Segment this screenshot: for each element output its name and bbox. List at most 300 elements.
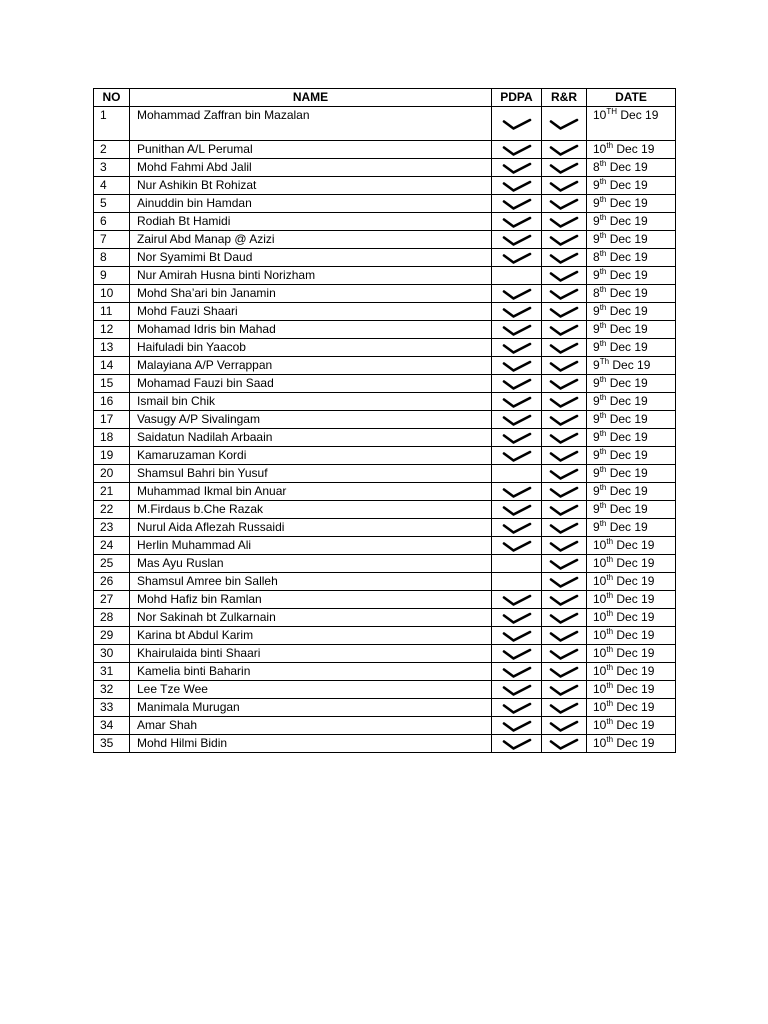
cell-pdpa bbox=[492, 195, 542, 213]
date-day: 9 bbox=[593, 214, 600, 228]
cell-pdpa bbox=[492, 699, 542, 717]
cell-pdpa bbox=[492, 573, 542, 591]
cell-pdpa bbox=[492, 429, 542, 447]
cell-name: Mohd Hafiz bin Ramlan bbox=[130, 591, 492, 609]
cell-date bbox=[587, 447, 676, 465]
table-row bbox=[94, 663, 676, 681]
cell-no: 7 bbox=[94, 231, 130, 249]
cell-pdpa bbox=[492, 177, 542, 195]
cell-name: Kamelia binti Baharin bbox=[130, 663, 492, 681]
cell-date bbox=[587, 429, 676, 447]
cell-pdpa bbox=[492, 483, 542, 501]
date-suffix: th bbox=[599, 177, 607, 186]
date-month-year: Dec 19 bbox=[609, 340, 648, 354]
date-day: 9 bbox=[593, 448, 600, 462]
date-day: 10 bbox=[593, 108, 607, 122]
cell-name: Nor Sakinah bt Zulkarnain bbox=[130, 609, 492, 627]
cell-no: 18 bbox=[94, 429, 130, 447]
table-row bbox=[94, 537, 676, 555]
date-suffix: th bbox=[599, 231, 607, 240]
cell-pdpa bbox=[492, 627, 542, 645]
date-suffix: th bbox=[599, 267, 607, 276]
table-row bbox=[94, 573, 676, 591]
cell-rr bbox=[542, 411, 587, 429]
check-mark-icon bbox=[542, 738, 586, 750]
cell-name: Zairul Abd Manap @ Azizi bbox=[130, 231, 492, 249]
cell-no: 14 bbox=[94, 357, 130, 375]
cell-rr bbox=[542, 537, 587, 555]
table-row bbox=[94, 591, 676, 609]
check-mark-icon bbox=[542, 648, 586, 660]
cell-rr bbox=[542, 195, 587, 213]
cell-no: 3 bbox=[94, 159, 130, 177]
cell-rr bbox=[542, 681, 587, 699]
cell-rr bbox=[542, 591, 587, 609]
table-row bbox=[94, 519, 676, 537]
header-date: DATE bbox=[587, 89, 676, 107]
header-name: NAME bbox=[130, 89, 492, 107]
cell-date bbox=[587, 321, 676, 339]
check-mark-icon bbox=[492, 522, 541, 534]
date-suffix: th bbox=[599, 213, 607, 222]
date-suffix: th bbox=[606, 141, 614, 150]
date-month-year: Dec 19 bbox=[616, 628, 655, 642]
cell-date bbox=[587, 177, 676, 195]
date-day: 10 bbox=[593, 592, 607, 606]
date-month-year: Dec 19 bbox=[616, 718, 655, 732]
check-mark-icon bbox=[492, 162, 541, 174]
cell-date bbox=[587, 393, 676, 411]
cell-date bbox=[587, 249, 676, 267]
table-row bbox=[94, 483, 676, 501]
cell-no: 22 bbox=[94, 501, 130, 519]
check-mark-icon bbox=[542, 594, 586, 606]
date-month-year: Dec 19 bbox=[609, 412, 648, 426]
cell-rr bbox=[542, 501, 587, 519]
check-mark-icon bbox=[542, 342, 586, 354]
cell-name: Mohd Fauzi Shaari bbox=[130, 303, 492, 321]
date-suffix: th bbox=[599, 195, 607, 204]
cell-pdpa bbox=[492, 681, 542, 699]
date-suffix: th bbox=[599, 411, 607, 420]
table-row bbox=[94, 267, 676, 285]
date-day: 8 bbox=[593, 250, 600, 264]
cell-no: 34 bbox=[94, 717, 130, 735]
cell-name: Mohd Hilmi Bidin bbox=[130, 735, 492, 753]
cell-name: Muhammad Ikmal bin Anuar bbox=[130, 483, 492, 501]
date-day: 9 bbox=[593, 358, 600, 372]
cell-date bbox=[587, 735, 676, 753]
date-day: 10 bbox=[593, 700, 607, 714]
date-suffix: th bbox=[606, 591, 614, 600]
date-day: 10 bbox=[593, 538, 607, 552]
check-mark-icon bbox=[542, 252, 586, 264]
check-mark-icon bbox=[492, 234, 541, 246]
check-mark-icon bbox=[492, 306, 541, 318]
cell-no: 28 bbox=[94, 609, 130, 627]
cell-name: Nurul Aida Aflezah Russaidi bbox=[130, 519, 492, 537]
date-suffix: th bbox=[606, 609, 614, 618]
cell-no: 16 bbox=[94, 393, 130, 411]
cell-name: Amar Shah bbox=[130, 717, 492, 735]
check-mark-icon bbox=[492, 432, 541, 444]
date-day: 9 bbox=[593, 484, 600, 498]
check-mark-icon bbox=[492, 648, 541, 660]
cell-date bbox=[587, 465, 676, 483]
date-month-year: Dec 19 bbox=[609, 394, 648, 408]
cell-rr bbox=[542, 555, 587, 573]
date-suffix: th bbox=[606, 663, 614, 672]
cell-date bbox=[587, 411, 676, 429]
cell-date bbox=[587, 501, 676, 519]
cell-name: Rodiah Bt Hamidi bbox=[130, 213, 492, 231]
date-suffix: th bbox=[599, 465, 607, 474]
check-mark-icon bbox=[542, 414, 586, 426]
cell-no: 17 bbox=[94, 411, 130, 429]
cell-pdpa bbox=[492, 555, 542, 573]
cell-pdpa bbox=[492, 591, 542, 609]
cell-no: 15 bbox=[94, 375, 130, 393]
date-day: 10 bbox=[593, 682, 607, 696]
cell-name: Mohammad Zaffran bin Mazalan bbox=[130, 107, 492, 141]
date-suffix: th bbox=[599, 393, 607, 402]
cell-rr bbox=[542, 231, 587, 249]
cell-pdpa bbox=[492, 393, 542, 411]
cell-date bbox=[587, 519, 676, 537]
cell-no: 1 bbox=[94, 107, 130, 141]
header-row bbox=[94, 89, 676, 107]
date-month-year: Dec 19 bbox=[609, 232, 648, 246]
cell-pdpa bbox=[492, 735, 542, 753]
date-day: 9 bbox=[593, 376, 600, 390]
date-month-year: Dec 19 bbox=[609, 304, 648, 318]
check-mark-icon bbox=[492, 450, 541, 462]
cell-rr bbox=[542, 429, 587, 447]
date-suffix: th bbox=[606, 681, 614, 690]
check-mark-icon bbox=[492, 324, 541, 336]
cell-pdpa bbox=[492, 519, 542, 537]
cell-name: Khairulaida binti Shaari bbox=[130, 645, 492, 663]
date-suffix: Th bbox=[599, 357, 610, 366]
check-mark-icon bbox=[542, 720, 586, 732]
cell-no: 21 bbox=[94, 483, 130, 501]
cell-rr bbox=[542, 465, 587, 483]
check-mark-icon bbox=[492, 198, 541, 210]
date-day: 9 bbox=[593, 232, 600, 246]
cell-rr bbox=[542, 663, 587, 681]
cell-date bbox=[587, 339, 676, 357]
cell-pdpa bbox=[492, 609, 542, 627]
check-mark-icon bbox=[542, 504, 586, 516]
cell-date bbox=[587, 195, 676, 213]
cell-name: Mohd Fahmi Abd Jalil bbox=[130, 159, 492, 177]
attendance-table bbox=[93, 88, 676, 753]
cell-date bbox=[587, 357, 676, 375]
check-mark-icon bbox=[542, 576, 586, 588]
cell-no: 19 bbox=[94, 447, 130, 465]
cell-date bbox=[587, 699, 676, 717]
cell-rr bbox=[542, 339, 587, 357]
cell-pdpa bbox=[492, 249, 542, 267]
cell-rr bbox=[542, 735, 587, 753]
date-day: 10 bbox=[593, 736, 607, 750]
cell-rr bbox=[542, 267, 587, 285]
cell-pdpa bbox=[492, 213, 542, 231]
date-suffix: th bbox=[599, 375, 607, 384]
cell-date bbox=[587, 609, 676, 627]
cell-rr bbox=[542, 159, 587, 177]
check-mark-icon bbox=[542, 324, 586, 336]
cell-date bbox=[587, 555, 676, 573]
cell-name: Kamaruzaman Kordi bbox=[130, 447, 492, 465]
cell-name: Manimala Murugan bbox=[130, 699, 492, 717]
cell-pdpa bbox=[492, 141, 542, 159]
cell-rr bbox=[542, 375, 587, 393]
check-mark-icon bbox=[542, 486, 586, 498]
cell-pdpa bbox=[492, 375, 542, 393]
date-month-year: Dec 19 bbox=[609, 520, 648, 534]
cell-no: 30 bbox=[94, 645, 130, 663]
cell-pdpa bbox=[492, 267, 542, 285]
date-month-year: Dec 19 bbox=[616, 682, 655, 696]
cell-rr bbox=[542, 609, 587, 627]
cell-pdpa bbox=[492, 465, 542, 483]
date-day: 8 bbox=[593, 286, 600, 300]
cell-no: 12 bbox=[94, 321, 130, 339]
cell-no: 31 bbox=[94, 663, 130, 681]
date-suffix: th bbox=[606, 573, 614, 582]
cell-name: Karina bt Abdul Karim bbox=[130, 627, 492, 645]
cell-name: Ainuddin bin Hamdan bbox=[130, 195, 492, 213]
cell-pdpa bbox=[492, 357, 542, 375]
cell-name: Shamsul Bahri bin Yusuf bbox=[130, 465, 492, 483]
table-row bbox=[94, 681, 676, 699]
cell-rr bbox=[542, 483, 587, 501]
date-suffix: th bbox=[606, 645, 614, 654]
date-day: 10 bbox=[593, 142, 607, 156]
cell-no: 27 bbox=[94, 591, 130, 609]
date-day: 9 bbox=[593, 178, 600, 192]
date-suffix: th bbox=[606, 717, 614, 726]
check-mark-icon bbox=[542, 144, 586, 156]
check-mark-icon bbox=[492, 666, 541, 678]
date-suffix: th bbox=[599, 501, 607, 510]
cell-date bbox=[587, 573, 676, 591]
date-suffix: th bbox=[606, 735, 614, 744]
table-row bbox=[94, 627, 676, 645]
date-month-year: Dec 19 bbox=[609, 196, 648, 210]
cell-rr bbox=[542, 627, 587, 645]
table-row bbox=[94, 375, 676, 393]
table-row bbox=[94, 501, 676, 519]
date-suffix: TH bbox=[606, 107, 618, 116]
check-mark-icon bbox=[492, 738, 541, 750]
check-mark-icon bbox=[492, 216, 541, 228]
cell-pdpa bbox=[492, 411, 542, 429]
check-mark-icon bbox=[542, 468, 586, 480]
date-day: 10 bbox=[593, 610, 607, 624]
check-mark-icon bbox=[492, 118, 541, 130]
cell-no: 20 bbox=[94, 465, 130, 483]
check-mark-icon bbox=[492, 180, 541, 192]
check-mark-icon bbox=[542, 118, 586, 130]
date-month-year: Dec 19 bbox=[609, 160, 648, 174]
cell-rr bbox=[542, 177, 587, 195]
check-mark-icon bbox=[542, 684, 586, 696]
table-row bbox=[94, 231, 676, 249]
cell-rr bbox=[542, 717, 587, 735]
date-month-year: Dec 19 bbox=[616, 700, 655, 714]
cell-rr bbox=[542, 519, 587, 537]
cell-pdpa bbox=[492, 645, 542, 663]
cell-no: 24 bbox=[94, 537, 130, 555]
date-day: 10 bbox=[593, 664, 607, 678]
date-month-year: Dec 19 bbox=[609, 430, 648, 444]
date-day: 9 bbox=[593, 268, 600, 282]
date-month-year: Dec 19 bbox=[609, 178, 648, 192]
cell-no: 9 bbox=[94, 267, 130, 285]
table-row bbox=[94, 177, 676, 195]
cell-pdpa bbox=[492, 717, 542, 735]
check-mark-icon bbox=[492, 594, 541, 606]
check-mark-icon bbox=[492, 486, 541, 498]
check-mark-icon bbox=[492, 630, 541, 642]
check-mark-icon bbox=[542, 270, 586, 282]
check-mark-icon bbox=[492, 720, 541, 732]
date-day: 10 bbox=[593, 628, 607, 642]
header-rr: R&R bbox=[542, 89, 587, 107]
cell-name: Punithan A/L Perumal bbox=[130, 141, 492, 159]
cell-date bbox=[587, 591, 676, 609]
check-mark-icon bbox=[492, 288, 541, 300]
cell-name: Mohamad Idris bin Mahad bbox=[130, 321, 492, 339]
cell-name: Nur Amirah Husna binti Norizham bbox=[130, 267, 492, 285]
check-mark-icon bbox=[542, 216, 586, 228]
cell-date bbox=[587, 645, 676, 663]
cell-date bbox=[587, 141, 676, 159]
check-mark-icon bbox=[542, 630, 586, 642]
date-suffix: th bbox=[606, 537, 614, 546]
date-day: 9 bbox=[593, 466, 600, 480]
check-mark-icon bbox=[492, 414, 541, 426]
date-month-year: Dec 19 bbox=[609, 376, 648, 390]
table-row bbox=[94, 699, 676, 717]
date-day: 10 bbox=[593, 556, 607, 570]
check-mark-icon bbox=[542, 378, 586, 390]
cell-name: Nur Ashikin Bt Rohizat bbox=[130, 177, 492, 195]
cell-pdpa bbox=[492, 447, 542, 465]
cell-pdpa bbox=[492, 663, 542, 681]
cell-no: 26 bbox=[94, 573, 130, 591]
date-suffix: th bbox=[599, 249, 607, 258]
cell-pdpa bbox=[492, 339, 542, 357]
date-suffix: th bbox=[599, 519, 607, 528]
table-row bbox=[94, 645, 676, 663]
cell-name: Saidatun Nadilah Arbaain bbox=[130, 429, 492, 447]
date-month-year: Dec 19 bbox=[609, 466, 648, 480]
cell-date bbox=[587, 213, 676, 231]
cell-date bbox=[587, 159, 676, 177]
cell-no: 8 bbox=[94, 249, 130, 267]
check-mark-icon bbox=[542, 198, 586, 210]
date-month-year: Dec 19 bbox=[616, 142, 655, 156]
cell-rr bbox=[542, 285, 587, 303]
date-suffix: th bbox=[599, 447, 607, 456]
cell-no: 6 bbox=[94, 213, 130, 231]
date-day: 9 bbox=[593, 502, 600, 516]
date-month-year: Dec 19 bbox=[616, 664, 655, 678]
cell-name: Mohamad Fauzi bin Saad bbox=[130, 375, 492, 393]
date-month-year: Dec 19 bbox=[620, 108, 659, 122]
date-suffix: th bbox=[599, 339, 607, 348]
cell-rr bbox=[542, 645, 587, 663]
check-mark-icon bbox=[492, 360, 541, 372]
cell-name: Haifuladi bin Yaacob bbox=[130, 339, 492, 357]
date-month-year: Dec 19 bbox=[609, 268, 648, 282]
attendance-sheet bbox=[93, 88, 675, 753]
table-row bbox=[94, 717, 676, 735]
check-mark-icon bbox=[542, 432, 586, 444]
date-suffix: th bbox=[599, 483, 607, 492]
cell-pdpa bbox=[492, 321, 542, 339]
cell-name: M.Firdaus b.Che Razak bbox=[130, 501, 492, 519]
cell-rr bbox=[542, 141, 587, 159]
date-day: 9 bbox=[593, 304, 600, 318]
cell-no: 4 bbox=[94, 177, 130, 195]
date-month-year: Dec 19 bbox=[616, 592, 655, 606]
date-month-year: Dec 19 bbox=[616, 574, 655, 588]
check-mark-icon bbox=[492, 342, 541, 354]
cell-date bbox=[587, 681, 676, 699]
cell-name: Vasugy A/P Sivalingam bbox=[130, 411, 492, 429]
cell-no: 2 bbox=[94, 141, 130, 159]
cell-pdpa bbox=[492, 231, 542, 249]
table-row bbox=[94, 735, 676, 753]
check-mark-icon bbox=[542, 450, 586, 462]
cell-rr bbox=[542, 393, 587, 411]
cell-pdpa bbox=[492, 285, 542, 303]
check-mark-icon bbox=[542, 396, 586, 408]
cell-date bbox=[587, 627, 676, 645]
cell-no: 23 bbox=[94, 519, 130, 537]
date-month-year: Dec 19 bbox=[616, 556, 655, 570]
check-mark-icon bbox=[492, 504, 541, 516]
date-month-year: Dec 19 bbox=[609, 448, 648, 462]
cell-pdpa bbox=[492, 501, 542, 519]
header-no: NO bbox=[94, 89, 130, 107]
cell-rr bbox=[542, 107, 587, 141]
check-mark-icon bbox=[492, 612, 541, 624]
header-pdpa: PDPA bbox=[492, 89, 542, 107]
check-mark-icon bbox=[542, 666, 586, 678]
cell-no: 5 bbox=[94, 195, 130, 213]
date-day: 9 bbox=[593, 520, 600, 534]
cell-no: 11 bbox=[94, 303, 130, 321]
cell-no: 29 bbox=[94, 627, 130, 645]
cell-name: Nor Syamimi Bt Daud bbox=[130, 249, 492, 267]
date-suffix: th bbox=[606, 699, 614, 708]
cell-name: Lee Tze Wee bbox=[130, 681, 492, 699]
cell-rr bbox=[542, 213, 587, 231]
date-day: 9 bbox=[593, 430, 600, 444]
date-month-year: Dec 19 bbox=[609, 502, 648, 516]
check-mark-icon bbox=[542, 612, 586, 624]
date-month-year: Dec 19 bbox=[609, 322, 648, 336]
date-suffix: th bbox=[599, 285, 607, 294]
cell-no: 35 bbox=[94, 735, 130, 753]
check-mark-icon bbox=[542, 360, 586, 372]
table-row bbox=[94, 303, 676, 321]
